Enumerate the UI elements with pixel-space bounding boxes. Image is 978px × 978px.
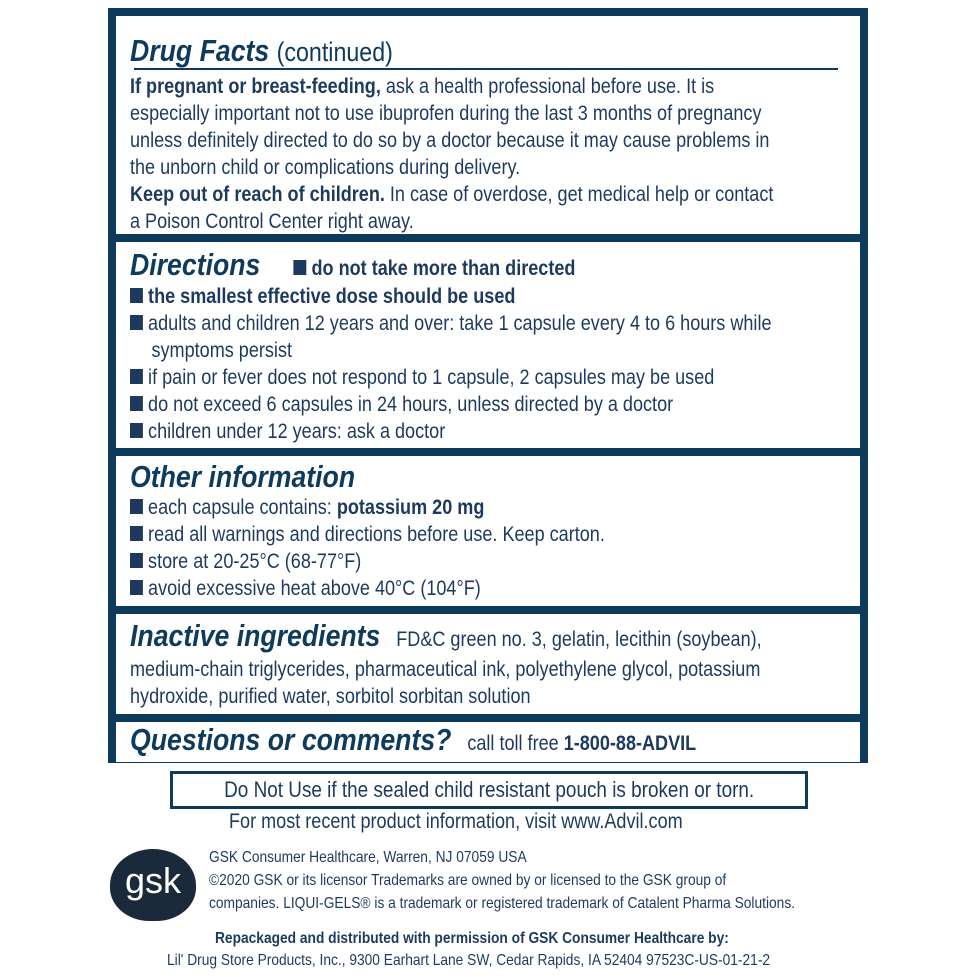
- other-info-item-3: store at 20-25°C (68-77°F): [130, 548, 361, 575]
- warning-line-4: the unborn child or complications during delivery.: [130, 156, 521, 179]
- warning-line-6: a Poison Control Center right away.: [130, 210, 414, 233]
- inactive-header-row: [130, 619, 762, 653]
- warning-line-5: Keep out of reach of children. In case of overdose, get medical help or contact: [130, 183, 774, 206]
- inactive-line-2: medium-chain triglycerides, pharmaceutical ink, polyethylene glycol, potassium: [130, 658, 761, 681]
- other-info-item-4: avoid excessive heat above 40°C (104°F): [130, 575, 481, 602]
- other-info-item-1: each capsule contains: potassium 20 mg: [130, 494, 484, 521]
- directions-item-2: the smallest effective dose should be used: [130, 283, 515, 310]
- other-information-title: Other information: [130, 459, 356, 494]
- company-address: GSK Consumer Healthcare, Warren, NJ 07059 USA: [209, 849, 527, 866]
- directions-item-6: children under 12 years: ask a doctor: [130, 418, 445, 445]
- questions-text: call toll free: [467, 732, 564, 755]
- directions-item-1: do not take more than directed: [293, 257, 575, 280]
- questions-box: [116, 722, 860, 762]
- gsk-logo: gsk: [110, 849, 196, 921]
- drug-facts-continued-box: [116, 16, 860, 234]
- other-info-item-2: read all warnings and directions before use. Keep carton.: [130, 521, 605, 548]
- directions-item-4: if pain or fever does not respond to 1 capsule, 2 capsules may be used: [130, 364, 714, 391]
- directions-header-row: [130, 248, 575, 282]
- directions-title: Directions: [130, 247, 261, 282]
- title-rule: [134, 68, 838, 70]
- directions-item-3: adults and children 12 years and over: take 1 capsule every 4 to 6 hours while: [130, 310, 772, 337]
- directions-item-3-cont: symptoms persist: [151, 339, 293, 362]
- repackaged-line: Repackaged and distributed with permission of GSK Consumer Healthcare by:: [215, 930, 729, 947]
- inactive-line-1: FD&C green no. 3, gelatin, lecithin (soybean),: [396, 628, 762, 651]
- pouch-notice: Do Not Use if the sealed child resistant pouch is broken or torn.: [170, 771, 808, 809]
- drug-facts-title: Drug Facts (continued): [130, 33, 393, 68]
- warning-line-2: especially important not to use ibuprofen during the last 3 months of pregnancy: [130, 102, 762, 125]
- questions-title: Questions or comments?: [130, 722, 452, 757]
- directions-box: [116, 242, 860, 448]
- questions-row: [130, 723, 696, 757]
- drug-facts-panel: [108, 8, 868, 763]
- other-information-box: [116, 456, 860, 606]
- bullet-square: [293, 260, 306, 275]
- trademark-line: companies. LIQUI-GELS® is a trademark or registered trademark of Catalent Pharma Solutions.: [209, 895, 796, 912]
- warning-line-3: unless definitely directed to do so by a doctor because it may cause problems in: [130, 129, 770, 152]
- directions-item-5: do not exceed 6 capsules in 24 hours, unless directed by a doctor: [130, 391, 673, 418]
- distributor-line: Lil' Drug Store Products, Inc., 9300 Earhart Lane SW, Cedar Rapids, IA 52404 97523C-US-01-21-2: [167, 952, 771, 969]
- product-info-line: For most recent product information, visit www.Advil.com: [229, 810, 683, 833]
- copyright-line: ©2020 GSK or its licensor Trademarks are owned by or licensed to the GSK group of: [209, 872, 727, 889]
- inactive-ingredients-title: Inactive ingredients: [130, 618, 381, 653]
- warning-line-1: If pregnant or breast-feeding, ask a health professional before use. It is: [130, 75, 715, 98]
- inactive-ingredients-box: [116, 614, 860, 714]
- inactive-line-3: hydroxide, purified water, sorbitol sorbitan solution: [130, 685, 531, 708]
- phone-number: 1-800-88-ADVIL: [563, 732, 697, 755]
